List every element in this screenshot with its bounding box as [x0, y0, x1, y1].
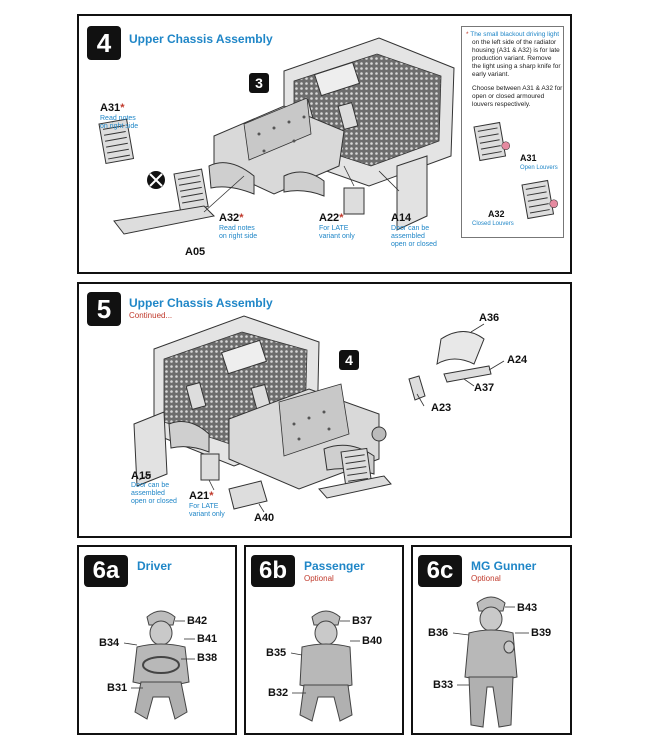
- step5-subtitle: Continued...: [129, 311, 173, 320]
- note-a21-1: For LATE: [189, 503, 219, 510]
- step6b-panel: [244, 545, 404, 735]
- label-a05: A05: [185, 246, 206, 258]
- info-sub-a31: Open Louvers: [520, 165, 558, 171]
- note-a32-2: on right side: [219, 233, 258, 240]
- label-b33: B33: [433, 679, 454, 691]
- step5-title: Upper Chassis Assembly: [129, 296, 273, 310]
- step6a-number: 6a: [84, 555, 128, 587]
- info-label-a31: A31: [520, 153, 537, 163]
- note-a14-2: assembled: [391, 233, 425, 240]
- label-b43: B43: [517, 602, 538, 614]
- info-line4: production variant. Remove: [472, 55, 552, 62]
- note-a31-1: Read notes: [100, 115, 136, 122]
- label-a21: A21*: [189, 490, 214, 502]
- info-sub-a32: Closed Louvers: [472, 221, 514, 227]
- label-b40: B40: [362, 635, 383, 647]
- label-a24: A24: [507, 354, 528, 366]
- label-a23: A23: [431, 402, 452, 414]
- step4-number: 4: [87, 26, 121, 60]
- step6b-title: Passenger: [304, 559, 365, 573]
- note-a15-1: Door can be: [131, 482, 170, 489]
- note-a14-3: open or closed: [391, 241, 437, 248]
- step6c-panel: [411, 545, 572, 735]
- label-a15: A15: [131, 470, 152, 482]
- label-b36: B36: [428, 627, 449, 639]
- step6b-subtitle: Optional: [304, 574, 334, 583]
- info-label-a32: A32: [488, 209, 505, 219]
- label-b31: B31: [107, 682, 128, 694]
- info-line6: early variant.: [472, 71, 510, 78]
- label-b38: B38: [197, 652, 218, 664]
- step6a-title: Driver: [137, 559, 172, 573]
- label-b35: B35: [266, 647, 287, 659]
- note-a22-2: variant only: [319, 233, 355, 240]
- info-line5: the light using a sharp knife for: [472, 63, 561, 70]
- label-b41: B41: [197, 633, 218, 645]
- step5-callout-4: 4: [339, 350, 359, 370]
- step6c-number: 6c: [418, 555, 462, 587]
- step4-info-box: [461, 26, 564, 238]
- note-a21-2: variant only: [189, 511, 225, 518]
- label-b37: B37: [352, 615, 373, 627]
- step5-panel: [77, 282, 572, 538]
- info-line1: * The small blackout driving light: [466, 31, 560, 38]
- step4-panel: [77, 14, 572, 274]
- info-line9: louvers respectively.: [472, 101, 531, 108]
- note-a15-3: open or closed: [131, 498, 177, 505]
- info-line7: Choose between A31 & A32 for: [472, 85, 563, 92]
- label-b39: B39: [531, 627, 552, 639]
- label-a36: A36: [479, 312, 500, 324]
- label-b32: B32: [268, 687, 289, 699]
- label-a14: A14: [391, 212, 412, 224]
- step4-callout-3: 3: [249, 73, 269, 93]
- driver-leaders: [79, 547, 239, 737]
- label-a22: A22*: [319, 212, 344, 224]
- label-b34: B34: [99, 637, 120, 649]
- label-a37: A37: [474, 382, 495, 394]
- label-a40: A40: [254, 512, 275, 524]
- step4-title: Upper Chassis Assembly: [129, 32, 273, 46]
- step6c-subtitle: Optional: [471, 574, 501, 583]
- note-a31-2: on right side: [100, 123, 139, 130]
- info-louver-illustrations: [462, 27, 565, 239]
- info-line3: housing (A31 & A32) is for late: [472, 47, 560, 54]
- note-a32-1: Read notes: [219, 225, 255, 232]
- info-line8: open or closed armoured: [472, 93, 545, 100]
- note-a15-2: assembled: [131, 490, 165, 497]
- step6c-title: MG Gunner: [471, 559, 537, 573]
- step6a-panel: [77, 545, 237, 735]
- passenger-leaders: [246, 547, 406, 737]
- label-a32: A32*: [219, 212, 244, 224]
- label-b42: B42: [187, 615, 208, 627]
- step6b-number: 6b: [251, 555, 295, 587]
- mg-gunner-leaders: [413, 547, 574, 737]
- info-line2: on the left side of the radiator: [472, 39, 557, 46]
- step5-number: 5: [87, 292, 121, 326]
- label-a31: A31*: [100, 102, 125, 114]
- note-a14-1: Door can be: [391, 225, 430, 232]
- note-a22-1: For LATE: [319, 225, 349, 232]
